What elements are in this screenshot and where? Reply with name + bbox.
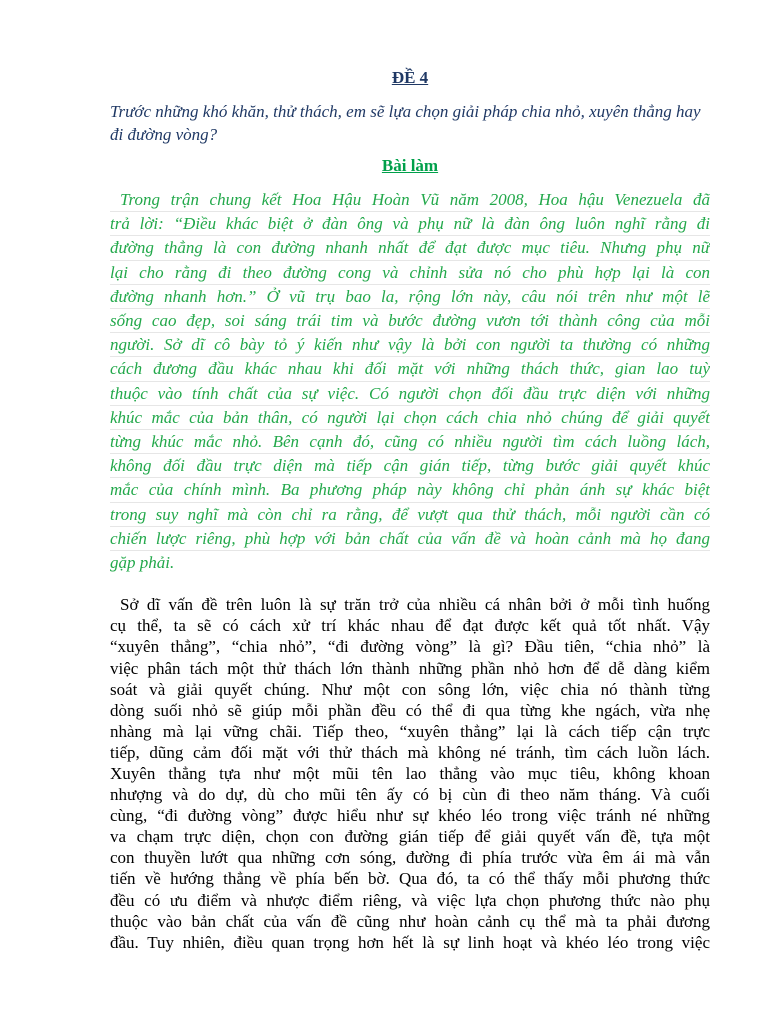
intro-line: trả lời: “Điều khác biệt ở đàn ông và phụ nữ là đàn ông luôn nghĩ rằng đi — [110, 212, 710, 236]
body-line: con thuyền lướt qua những cơn sóng, đường đi phía trước vừa êm ái mà vẫn — [110, 848, 710, 868]
intro-line: từng khúc mắc nhỏ. Bên cạnh đó, cũng có nhiều người tìm cách luồng lách, — [110, 430, 710, 454]
body-line: đều có ưu điểm và nhược điểm riêng, và việc lựa chọn phương thức nào phụ — [110, 890, 710, 910]
exam-title: ĐỀ 4 — [391, 68, 429, 87]
body-line: “xuyên thẳng”, “chia nhỏ”, “đi đường vòng” là gì? Đầu tiên, “chia nhỏ” là — [110, 637, 710, 657]
intro-line: người. Sở dĩ cô bày tỏ ý kiến như vậy là bởi con người ta thường có những — [110, 333, 710, 357]
exam-question: Trước những khó khăn, thử thách, em sẽ lựa chọn giải pháp chia nhỏ, xuyên thẳng hay đi đường vòng? — [110, 102, 701, 144]
intro-line: lại cho rằng đi theo đường cong và chỉnh sửa nó cho phù hợp lại là con — [110, 261, 710, 285]
intro-line: thuộc vào tính chất của sự việc. Có người chọn đối đầu trực diện với những — [110, 382, 710, 406]
intro-line: đường thẳng là con đường nhanh nhất để đạt được mục tiêu. Nhưng phụ nữ — [110, 236, 710, 260]
intro-line: mắc của chính mình. Ba phương pháp này không chỉ phản ánh sự khác biệt — [110, 478, 710, 502]
intro-line: chiến lược riêng, phù hợp với bản chất của vấn đề và hoàn cảnh mà họ đang — [110, 527, 710, 551]
body-paragraph — [110, 594, 710, 953]
intro-line: không đối đầu trực diện mà tiếp cận gián tiếp, từng bước giải quyết khúc — [110, 454, 710, 478]
intro-paragraph — [110, 188, 710, 574]
body-line: tiến về hướng thẳng về phía bến bờ. Qua đó, ta có thể thấy mỗi phương thức — [110, 869, 710, 889]
body-line: va chạm trực diện, chọn con đường gián tiếp để giải quyết vấn đề, tựa một — [110, 827, 710, 847]
body-line: tiếp, dũng cảm đối mặt với thử thách mà không né tránh, tìm cách luồn lách. — [110, 742, 710, 762]
intro-line: đường nhanh hơn.” Ở vũ trụ bao la, rộng lớn này, câu nói trên như một lẽ — [110, 285, 710, 309]
body-line: cùng, “đi đường vòng” được hiểu như sự khéo léo trong việc tránh né những — [110, 806, 710, 826]
body-line: việc phân tách một thử thách lớn thành những phần nhỏ hơn để dễ dàng kiểm — [110, 658, 710, 678]
body-line: soát và giải quyết chúng. Như một con sông lớn, việc chia nó thành từng — [110, 679, 710, 699]
body-line: nhàng mà lại vững chãi. Tiếp theo, “xuyên thẳng” lại là cách tiếp cận trực — [110, 721, 710, 741]
body-line: Sở dĩ vấn đề trên luôn là sự trăn trở của nhiều cá nhân bởi ở mỗi tình huống — [120, 595, 710, 615]
intro-line: cách đương đầu khác nhau khi đối mặt với những thách thức, gian lao tuỳ — [110, 357, 710, 381]
intro-line: khúc mắc của bản thân, có người lại chọn cách chia nhỏ chúng để giải quyết — [110, 406, 710, 430]
intro-line: sống cao đẹp, soi sáng trái tim và bước đường vươn tới thành công của mỗi — [110, 309, 710, 333]
essay-heading: Bài làm — [381, 156, 439, 175]
intro-line: gặp phải. — [110, 553, 175, 573]
document-page — [110, 66, 710, 953]
body-line: cụ thể, ta sẽ có cách xử trí khác nhau để đạt được kết quả tốt nhất. Vậy — [110, 616, 710, 636]
intro-line: Trong trận chung kết Hoa Hậu Hoàn Vũ năm 2008, Hoa hậu Venezuela đã — [110, 188, 710, 212]
body-line: Xuyên thẳng tựa như một mũi tên lao thẳng vào mục tiêu, không khoan — [110, 764, 710, 783]
intro-line: trong suy nghĩ mà còn chỉ ra rằng, để vượt qua thử thách, mỗi người cần có — [110, 503, 710, 527]
body-line: dòng suối nhỏ sẽ giúp mỗi phần đều có thể đi qua từng khe ngách, vừa nhẹ — [110, 700, 710, 720]
body-line: thuộc vào bản chất của vấn đề cũng như hoàn cảnh cụ thể mà ta phải đương — [110, 911, 710, 931]
body-line: đầu. Tuy nhiên, điều quan trọng hơn hết là sự linh hoạt và khéo léo trong việc — [110, 932, 710, 952]
body-line: nhượng và do dự, dù cho mũi tên ấy có bị cùn đi theo năm tháng. Và cuối — [110, 785, 710, 805]
